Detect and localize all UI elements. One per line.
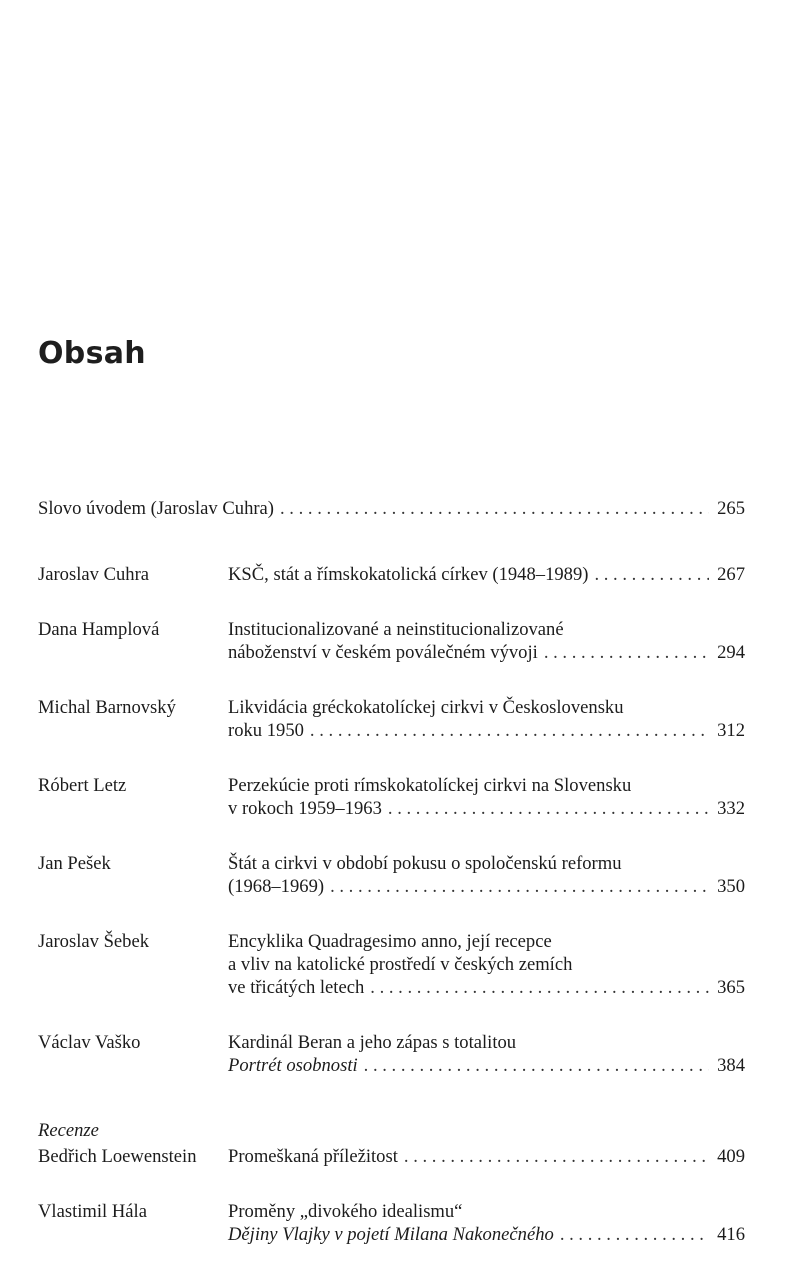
dot-leader — [404, 1145, 709, 1168]
toc-line — [228, 875, 745, 898]
toc-line — [228, 774, 745, 797]
entry-title: a vliv na katolické prostředí v českých zemích — [228, 954, 573, 975]
entry-subtitle: Portrét osobnosti — [228, 1055, 358, 1076]
dot-leader — [280, 497, 709, 520]
entry-title: KSČ, stát a římskokatolická církev (1948–1989) — [228, 564, 589, 585]
toc-line — [228, 641, 745, 664]
dot-leader — [310, 719, 709, 742]
entry-author: Bedřich Loewenstein — [38, 1146, 197, 1167]
dot-leader — [330, 875, 709, 898]
entry-title: (1968–1969) — [228, 876, 325, 897]
page-number: 294 — [717, 642, 745, 663]
toc-entry — [38, 696, 745, 742]
entry-title: Perzekúcie proti rímskokatolíckej cirkvi na Slovensku — [228, 775, 632, 796]
page-number: 384 — [717, 1055, 745, 1076]
entry-author: Jaroslav Cuhra — [38, 564, 150, 585]
page-number: 267 — [717, 564, 745, 585]
toc-entry — [38, 930, 745, 999]
page-number: 416 — [717, 1224, 745, 1245]
table-of-contents — [38, 497, 745, 1246]
toc-entry-review — [38, 1145, 745, 1168]
page-number: 312 — [717, 720, 745, 741]
page-number: 409 — [717, 1146, 745, 1167]
entry-author: Michal Barnovský — [38, 697, 176, 718]
toc-entry — [38, 774, 745, 820]
toc-line — [38, 497, 745, 520]
toc-line — [228, 563, 745, 586]
entry-author: Róbert Letz — [38, 775, 127, 796]
page-number: 365 — [717, 977, 745, 998]
entry-title: Promeškaná příležitost — [228, 1146, 398, 1167]
toc-entry — [38, 563, 745, 586]
page-number: 350 — [717, 876, 745, 897]
toc-line — [228, 1145, 745, 1168]
toc-line — [228, 797, 745, 820]
toc-entry — [38, 852, 745, 898]
entry-title: Likvidácia gréckokatolíckej cirkvi v Československu — [228, 697, 624, 718]
entry-title: Proměny „divokého idealismu“ — [228, 1201, 463, 1222]
dot-leader — [370, 976, 709, 999]
entry-title: Kardinál Beran a jeho zápas s totalitou — [228, 1032, 517, 1053]
toc-entry-intro — [38, 497, 745, 520]
entry-title: Štát a cirkvi v období pokusu o spoločenskú reformu — [228, 853, 622, 874]
toc-line — [228, 1223, 745, 1246]
toc-line — [228, 719, 745, 742]
toc-line — [228, 1031, 745, 1054]
page-number: 265 — [717, 498, 745, 519]
toc-line — [228, 953, 745, 976]
entry-title: v rokoch 1959–1963 — [228, 798, 382, 819]
dot-leader — [544, 641, 709, 664]
page-title: Obsah — [38, 336, 146, 371]
entry-title: roku 1950 — [228, 720, 304, 741]
entry-author: Dana Hamplová — [38, 619, 160, 640]
toc-entry-review — [38, 1200, 745, 1246]
entry-title: Slovo úvodem (Jaroslav Cuhra) — [38, 498, 274, 519]
page-number: 332 — [717, 798, 745, 819]
entry-author: Jan Pešek — [38, 853, 111, 874]
dot-leader — [594, 563, 709, 586]
toc-line — [228, 1054, 745, 1077]
toc-line — [228, 852, 745, 875]
toc-line — [228, 930, 745, 953]
entry-author: Jaroslav Šebek — [38, 931, 150, 952]
entry-author: Vlastimil Hála — [38, 1201, 147, 1222]
entry-title: Institucionalizované a neinstitucionalizované — [228, 619, 564, 640]
toc-line — [228, 1200, 745, 1223]
toc-line — [228, 976, 745, 999]
dot-leader — [388, 797, 709, 820]
dot-leader — [364, 1054, 709, 1077]
toc-entry — [38, 1031, 745, 1077]
entry-author: Václav Vaško — [38, 1032, 141, 1053]
entry-title: Encyklika Quadragesimo anno, její recepce — [228, 931, 552, 952]
entry-subtitle: Dějiny Vlajky v pojetí Milana Nakonečného — [228, 1224, 554, 1245]
toc-line — [228, 618, 745, 641]
entry-title: náboženství v českém poválečném vývoji — [228, 642, 538, 663]
toc-line — [228, 696, 745, 719]
toc-entry — [38, 618, 745, 664]
entry-title: ve třicátých letech — [228, 977, 365, 998]
section-label-reviews: Recenze — [38, 1120, 99, 1141]
dot-leader — [560, 1223, 709, 1246]
